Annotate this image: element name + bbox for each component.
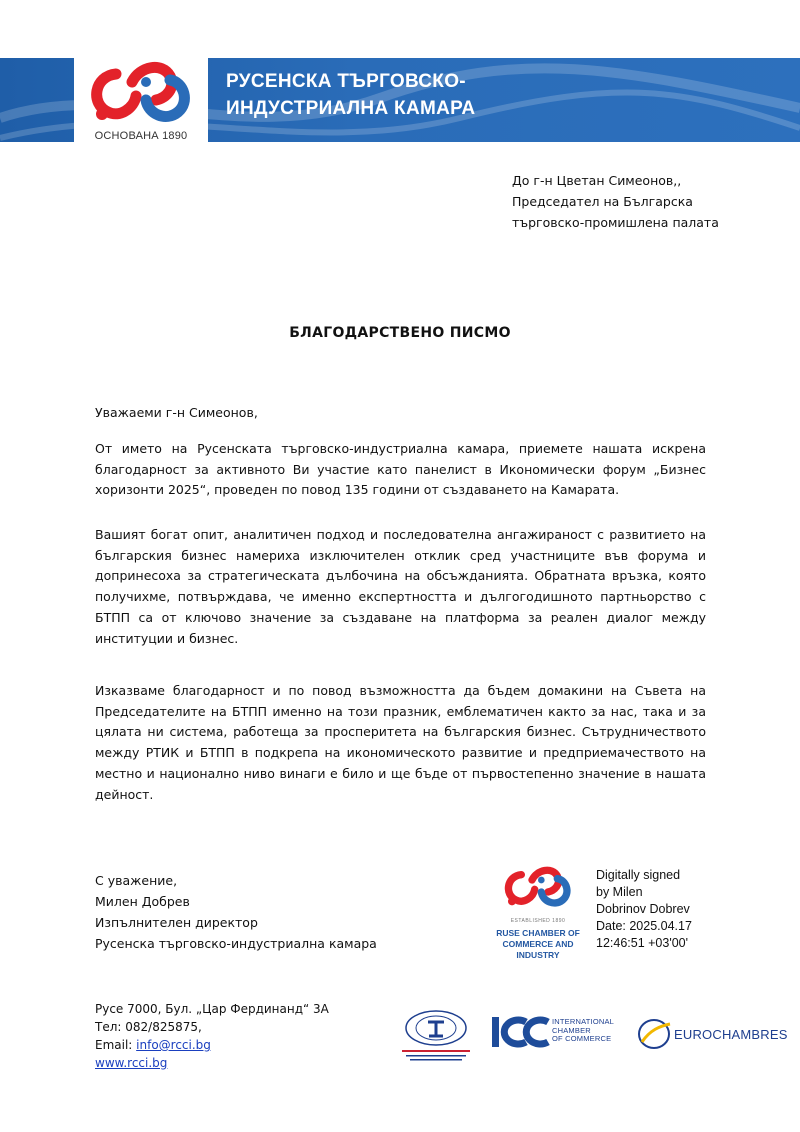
eurochambres-name: EUROCHAMBRES	[674, 1027, 788, 1042]
rcci-logo	[74, 46, 208, 150]
closing-regards: С уважение,	[95, 873, 178, 888]
email-label: Email:	[95, 1038, 137, 1052]
address: Русе 7000, Бул. „Цар Фердинанд“ 3А	[95, 1002, 329, 1016]
org-name	[226, 68, 475, 122]
org-name-line1: РУСЕНСКА ТЪРГОВСКО-	[226, 71, 466, 92]
icc-name-line: CHAMBER	[552, 1025, 591, 1035]
paragraph: От името на Русенската търговско-индустриална камара, приемете нашата искрена благодарност за активното Ви участие като панелист в Икономически форум „Бизнес хоризонти 2025“, проведен по повод 135 години от създаването на Камарата.	[95, 441, 706, 498]
digital-signature-line: Digitally signed	[596, 868, 681, 882]
icc-logo	[490, 1014, 620, 1054]
rcci-emblem-icon	[86, 52, 196, 130]
recipient-block	[512, 170, 719, 233]
chamber-name-line2: COMMERCE AND INDUSTRY	[502, 939, 574, 960]
paragraph: Изказваме благодарност и по повод възможността да бъдем домакини на Съвета на Председателите на БТПП именно на този празник, емблематичен както за нас, така и за цялата ни система, работеща за просперитета на българския бизнес. Сътрудничеството между РТИК и БТПП в подкрепа на икономическото развитие и предприемачеството на местно и национално ниво винаги е било и ще бъде от първостепенно значение в нашата дейност.	[95, 683, 706, 802]
phone: Тел: 082/825875,	[95, 1020, 202, 1034]
digital-signature-line: 12:46:51 +03'00'	[596, 936, 689, 950]
icc-name-line: INTERNATIONAL	[552, 1017, 615, 1026]
signature-logo	[484, 860, 592, 961]
digital-signature-line: Date: 2025.04.17	[596, 919, 692, 933]
founded-label: ОСНОВАНА 1890	[94, 130, 188, 142]
paragraph: Вашият богат опит, аналитичен подход и последователна ангажираност с развитието на българския бизнес намериха изключителен отклик сред участниците във форума и допринесоха за стратегическата дълбочина на обсъжданията. Обратната връзка, която получихме, потвърждава, че именно експертността и дългогодишното партньорство с БТПП са от ключово значение за създаване на платформа за реален диалог между институции и бизнес.	[95, 527, 706, 646]
eurochambres-logo	[636, 1012, 788, 1056]
icc-mark-icon	[490, 1014, 550, 1050]
recipient-line: търговско-промишлена палата	[512, 215, 719, 230]
btpp-logo	[396, 1008, 476, 1064]
icc-name-line: OF COMMERCE	[552, 1034, 612, 1043]
email-link[interactable]: info@rcci.bg	[136, 1038, 211, 1052]
signatory-organization: Русенска търговско-индустриална камара	[95, 936, 377, 951]
website-link[interactable]: www.rcci.bg	[95, 1056, 168, 1070]
salutation: Уважаеми г-н Симеонов,	[95, 405, 258, 420]
recipient-line: Председател на Българска	[512, 194, 693, 209]
established-label: ESTABLISHED 1890	[510, 918, 566, 924]
closing-block	[95, 870, 377, 954]
contact-footer	[95, 1000, 329, 1072]
email-row	[95, 1036, 329, 1054]
digital-signature-line: Dobrinov Dobrev	[596, 902, 690, 916]
chamber-name-en	[484, 928, 592, 961]
eurochambres-ring-icon	[636, 1012, 672, 1056]
recipient-line: До г-н Цветан Симеонов,,	[512, 173, 682, 188]
digital-signature-line: by Milen	[596, 885, 643, 899]
signatory-name: Милен Добрев	[95, 894, 190, 909]
chamber-name-line1: RUSE CHAMBER OF	[496, 928, 580, 938]
org-name-line2: ИНДУСТРИАЛНА КАМАРА	[226, 98, 476, 119]
digital-signature	[596, 867, 692, 952]
btpp-emblem-icon	[396, 1008, 476, 1064]
rcci-emblem-icon	[484, 860, 592, 912]
icc-name	[552, 1018, 614, 1044]
letter-title: БЛАГОДАРСТВЕНО ПИСМО	[289, 325, 511, 341]
signatory-position: Изпълнителен директор	[95, 915, 258, 930]
